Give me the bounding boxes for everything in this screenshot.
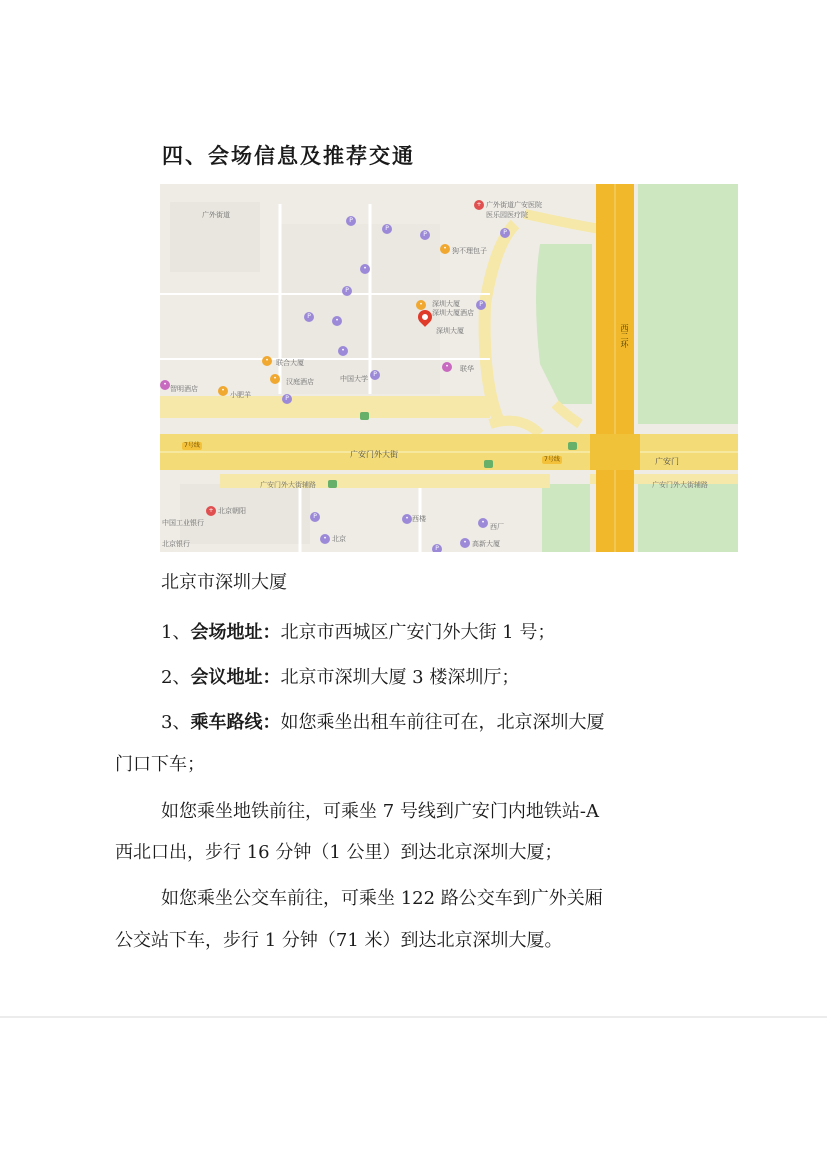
venue-address-line [161, 618, 555, 644]
scan-artifact-divider [0, 1016, 827, 1018]
map-label-xilou: 西楼 [412, 515, 426, 523]
map-label-shenzhen-building: 深圳大厦 [436, 327, 464, 335]
map-label-guanganmen-right: 广安门 [655, 457, 679, 466]
map-label-guangan-sub: 医乐园医疗院 [486, 211, 528, 219]
bus-paragraph-line-1: 如您乘坐公交车前往，可乘坐 122 路公交车到广外关厢 [161, 888, 603, 909]
route-value: 如您乘坐出租车前往可在，北京深圳大厦 [280, 712, 605, 733]
venue-value: 北京市西城区广安门外大街 1 号； [280, 622, 556, 643]
route-label: 乘车路线： [190, 712, 281, 733]
map-label-beijing-hospital: 北京朝阳 [218, 507, 246, 515]
poi-parking-icon[interactable]: P [310, 512, 320, 522]
poi-shop-icon[interactable]: • [160, 380, 170, 390]
poi-building-icon[interactable]: • [360, 264, 370, 274]
poi-building-icon[interactable]: • [402, 514, 412, 524]
map-label-guanganmen-street: 广安门外大街 [350, 450, 398, 459]
bus-stop-icon[interactable] [360, 412, 369, 420]
map-label-xihuan: 西二环 [620, 324, 629, 348]
poi-parking-icon[interactable]: P [282, 394, 292, 404]
venue-number: 1、 [161, 622, 191, 643]
poi-building-icon[interactable]: • [478, 518, 488, 528]
map-label-hanting: 汉庭酒店 [286, 378, 314, 386]
meeting-number: 2、 [161, 667, 191, 688]
poi-building-icon[interactable]: • [460, 538, 470, 548]
poi-building-icon[interactable]: • [338, 346, 348, 356]
map-label-zhongguo-gongye: 中国工业银行 [162, 519, 204, 527]
poi-parking-icon[interactable]: P [500, 228, 510, 238]
road-badge-left: 7号线 [184, 442, 200, 449]
poi-parking-icon[interactable]: P [476, 300, 486, 310]
poi-hotel-icon[interactable]: • [270, 374, 280, 384]
subway-paragraph-line-1: 如您乘坐地铁前往，可乘坐 7 号线到广安门内地铁站-A [161, 801, 599, 822]
bus-stop-icon[interactable] [484, 460, 493, 468]
bus-paragraph-line-2: 公交站下车，步行 1 分钟（71 米）到达北京深圳大厦。 [115, 930, 563, 951]
meeting-label: 会议地址： [190, 667, 281, 688]
map-label-street-side: 广安门外大街辅路 [260, 481, 316, 489]
poi-hotel-icon[interactable]: • [416, 300, 426, 310]
poi-parking-icon[interactable]: P [346, 216, 356, 226]
meeting-value: 北京市深圳大厦 3 楼深圳厅； [280, 667, 520, 688]
map-label-beijing-bank: 北京银行 [162, 540, 190, 548]
route-line [161, 708, 604, 734]
map-label-zhiming: 智明酒店 [170, 385, 198, 393]
map-label-lianhua: 联华 [460, 365, 474, 373]
map-label-lianhe: 联合大厦 [276, 359, 304, 367]
venue-label: 会场地址： [190, 622, 281, 643]
poi-food-icon[interactable]: • [218, 386, 228, 396]
poi-hospital-icon[interactable]: + [206, 506, 216, 516]
map-label-shenzhen-hotel-sub: 深圳大厦酒店 [432, 309, 474, 317]
route-line-cont: 门口下车； [115, 754, 205, 775]
poi-shop-icon[interactable]: • [442, 362, 452, 372]
poi-parking-icon[interactable]: P [304, 312, 314, 322]
map-label-street-side-right: 广安门外大街辅路 [652, 481, 708, 489]
road-badge-mid: 7号线 [544, 456, 560, 463]
poi-parking-icon[interactable]: P [370, 370, 380, 380]
map-label-xiaoxiang: 小肥羊 [230, 391, 251, 399]
map-label-xichang: 西厂 [490, 523, 504, 531]
bus-stop-icon[interactable] [568, 442, 577, 450]
poi-food-icon[interactable]: • [440, 244, 450, 254]
subway-paragraph-line-2: 西北口出，步行 16 分钟（1 公里）到达北京深圳大厦； [115, 842, 563, 863]
poi-parking-icon[interactable]: P [432, 544, 442, 552]
bus-stop-icon[interactable] [328, 480, 337, 488]
map-label-guangwai: 广外街道 [202, 211, 230, 219]
map-label-anzhen: 北京 [332, 535, 346, 543]
poi-parking-icon[interactable]: P [342, 286, 352, 296]
poi-parking-icon[interactable]: P [420, 230, 430, 240]
section-title: 四、会场信息及推荐交通 [162, 144, 415, 168]
meeting-address-line [161, 663, 519, 689]
map-label-guangan-hospital: 广外街道广安医院 [486, 201, 542, 209]
poi-building-icon[interactable]: • [320, 534, 330, 544]
poi-hospital-icon[interactable]: + [474, 200, 484, 210]
location-map[interactable] [160, 184, 738, 552]
map-label-zhongguo: 中国大学 [340, 375, 368, 383]
poi-parking-icon[interactable]: P [382, 224, 392, 234]
map-label-shenzhen-hotel: 深圳大厦 [432, 300, 460, 308]
map-caption: 北京市深圳大厦 [161, 572, 287, 593]
poi-hotel-icon[interactable]: • [262, 356, 272, 366]
poi-building-icon[interactable]: • [332, 316, 342, 326]
map-label-baozi: 狗不理包子 [452, 247, 487, 255]
map-label-gaoxin: 高新大厦 [472, 540, 500, 548]
route-number: 3、 [161, 712, 191, 733]
